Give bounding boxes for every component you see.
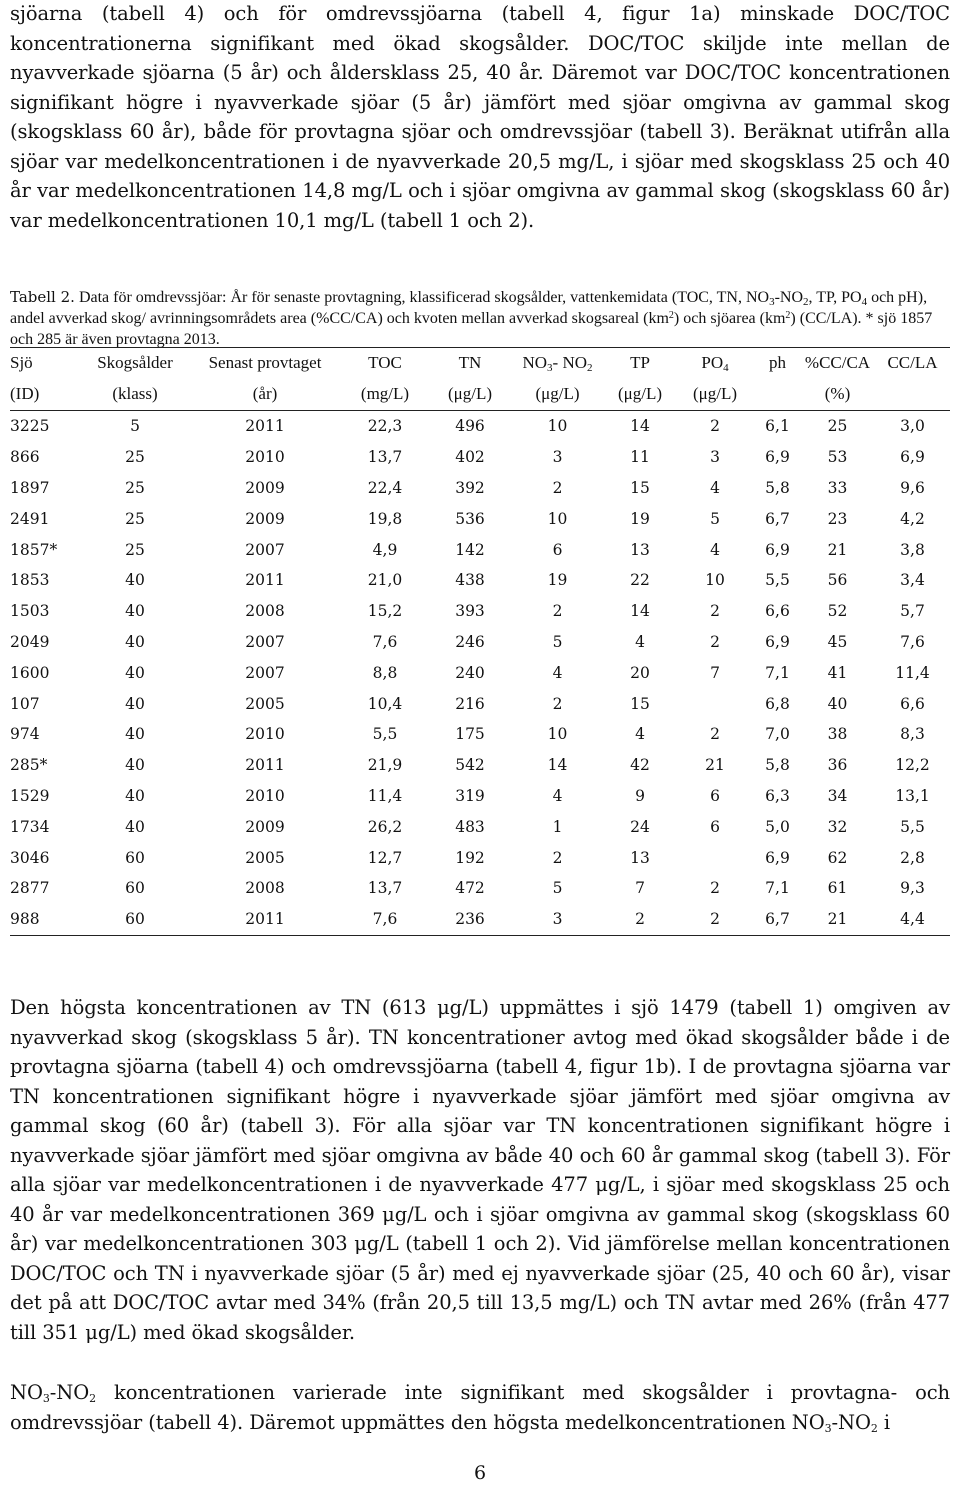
table-cell: 3,8 xyxy=(900,540,925,559)
table-cell: 33 xyxy=(827,478,848,497)
unit-tp: (μg/L) xyxy=(605,378,675,411)
col-header-tn: TN xyxy=(430,348,510,379)
table-cell: 21,9 xyxy=(367,756,403,775)
table-cell: 2011 xyxy=(245,417,285,436)
table-cell: 7,6 xyxy=(372,632,398,651)
table-row xyxy=(10,904,950,935)
caption-text-4: och pH), andel avverkad skog/ avrinningsområdets area (%CC/CA) och kvoten mellan avverkad skogsareal (km xyxy=(10,289,928,327)
table-cell: 9 xyxy=(635,786,645,805)
table-cell: 2 xyxy=(710,602,720,621)
table-cell: 9,3 xyxy=(900,879,925,898)
caption-text-3: , TP, PO xyxy=(808,289,862,306)
table-cell: 13,7 xyxy=(367,448,403,467)
table-cell: 12,2 xyxy=(895,756,930,775)
table-cell: 7 xyxy=(635,879,645,898)
caption-sub-2: 2 xyxy=(803,296,809,308)
table-cell: 988 xyxy=(10,904,80,935)
table-cell: 6 xyxy=(710,817,720,836)
table-cell: 1529 xyxy=(10,786,50,805)
col-header-skogsalder: Skogsålder xyxy=(80,348,190,379)
caption-text-1: Data för omdrevssjöar: År för senaste provtagning, klassificerad skogsålder, vattenkemidata (TOC, TN, NO xyxy=(74,289,770,306)
table-cell: 7 xyxy=(710,663,720,682)
table-cell: 40 xyxy=(125,602,145,621)
table-cell: 2010 xyxy=(245,448,285,467)
table-row xyxy=(10,473,950,504)
table-cell: 6,9 xyxy=(900,448,925,467)
data-table-container xyxy=(10,347,950,936)
table-cell: 142 xyxy=(455,540,485,559)
table-cell: 42 xyxy=(630,756,650,775)
table-cell: 22,4 xyxy=(367,478,403,497)
table-cell: 25 xyxy=(125,448,145,467)
table-cell: 5,5 xyxy=(372,725,398,744)
table-header-row xyxy=(10,348,950,379)
table-cell: 41 xyxy=(827,663,848,682)
table-cell: 20 xyxy=(630,663,650,682)
table-cell: 2009 xyxy=(245,478,285,497)
table-cell: 10 xyxy=(547,417,568,436)
table-cell: 13 xyxy=(630,848,650,867)
table-cell: 3046 xyxy=(10,848,50,867)
table-cell: 8,3 xyxy=(900,725,925,744)
table-cell: 2 xyxy=(552,694,563,713)
table-cell: 2 xyxy=(552,478,563,497)
table-cell: 3,0 xyxy=(900,417,925,436)
col-header-po4: $PO_4$ xyxy=(675,348,755,379)
table-cell: 19 xyxy=(630,509,650,528)
table-cell: 32 xyxy=(827,817,848,836)
table-cell: 13,7 xyxy=(367,879,403,898)
table-cell: 25 xyxy=(125,540,145,559)
table-cell: 483 xyxy=(455,817,485,836)
paragraph-no3-no2: $NO_3-NO_2$ koncentrationen varierade inte signifikant med skogsålder i provtagna- och omdrevssjöar (tabell 4). Däremot uppmättes den högsta medelkoncentrationen $NO_3-NO_2$ i xyxy=(10,1381,950,1435)
caption-text-2: -NO xyxy=(774,289,804,306)
table-cell: 25 xyxy=(125,478,145,497)
table-cell: 11 xyxy=(630,448,650,467)
table-row xyxy=(10,596,950,627)
table-cell: 2 xyxy=(605,904,675,935)
col-header-no3-no2: $NO_3-$ $NO_2$ xyxy=(510,348,605,379)
table-cell: 7,6 xyxy=(340,904,430,935)
table-cell: 3 xyxy=(552,448,563,467)
table-cell: 2 xyxy=(675,904,755,935)
table-cell xyxy=(675,842,755,873)
table-cell: 40 xyxy=(125,663,145,682)
table-cell: 1503 xyxy=(10,602,50,621)
table-cell: 2491 xyxy=(10,509,50,528)
table-cell: 13,1 xyxy=(895,786,930,805)
caption-label: Tabell 2. xyxy=(10,288,75,306)
table-cell: 5 xyxy=(710,509,720,528)
table-row xyxy=(10,688,950,719)
table-row xyxy=(10,750,950,781)
table-cell: 56 xyxy=(827,571,848,590)
table-cell: 3 xyxy=(710,448,720,467)
table-cell: 7,0 xyxy=(765,725,790,744)
table-cell: 7,1 xyxy=(765,879,790,898)
table-cell: 2011 xyxy=(245,571,285,590)
table-cell: 60 xyxy=(125,848,145,867)
table-cell: 285* xyxy=(10,756,48,775)
table-cell: 3225 xyxy=(10,417,50,436)
table-cell: 6,7 xyxy=(765,509,790,528)
table-cell: 2007 xyxy=(245,540,285,559)
table-cell: 2009 xyxy=(245,817,285,836)
unit-cc-ca: (%) xyxy=(800,378,875,411)
caption-sub-3: 3 xyxy=(769,296,775,308)
table-cell: 36 xyxy=(827,756,848,775)
table-cell: 19,8 xyxy=(367,509,403,528)
unit-ph xyxy=(755,378,800,411)
table-row xyxy=(10,565,950,596)
table-cell: 4 xyxy=(710,540,720,559)
unit-cc-la xyxy=(875,378,950,411)
table-cell: 13 xyxy=(630,540,650,559)
table-cell: 107 xyxy=(10,694,40,713)
table-cell: 10,4 xyxy=(367,694,403,713)
table-cell: 6,8 xyxy=(765,694,790,713)
table-cell: 5,0 xyxy=(765,817,790,836)
table-cell: 2 xyxy=(710,417,720,436)
table-cell: 4 xyxy=(635,632,645,651)
table-cell: 40 xyxy=(125,817,145,836)
table-cell: 21,0 xyxy=(367,571,403,590)
table-cell: 6,9 xyxy=(765,632,790,651)
table-row xyxy=(10,534,950,565)
table-cell: 6 xyxy=(552,540,563,559)
table-cell: 8,8 xyxy=(372,663,398,682)
col-header-cc-ca: %CC/CA xyxy=(800,348,875,379)
table-cell: 4 xyxy=(710,478,720,497)
table-cell: 5,7 xyxy=(900,602,925,621)
table-cell: 21 xyxy=(705,756,725,775)
table-cell: 216 xyxy=(455,694,485,713)
table-cell: 9,6 xyxy=(900,478,925,497)
table-cell: 2 xyxy=(552,602,563,621)
table-cell: 19 xyxy=(547,571,568,590)
table-cell: 438 xyxy=(455,571,485,590)
table-cell: 1857* xyxy=(10,540,58,559)
table-cell: 4,2 xyxy=(900,509,925,528)
table-cell: 52 xyxy=(827,602,848,621)
table-cell: 3 xyxy=(510,904,605,935)
table-cell: 2 xyxy=(710,725,720,744)
table-cell: 24 xyxy=(630,817,650,836)
table-cell: 472 xyxy=(455,879,485,898)
table-cell: 60 xyxy=(125,879,145,898)
table-cell: 62 xyxy=(827,848,848,867)
table-cell: 5 xyxy=(552,879,563,898)
table-cell: 6 xyxy=(710,786,720,805)
table-cell: 236 xyxy=(430,904,510,935)
table-cell: 4 xyxy=(552,663,563,682)
table-cell: 10 xyxy=(547,725,568,744)
table-cell: 246 xyxy=(455,632,485,651)
table-cell: 6,3 xyxy=(765,786,790,805)
table-row xyxy=(10,657,950,688)
table-cell: 4 xyxy=(635,725,645,744)
table-cell: 2009 xyxy=(245,509,285,528)
table-cell: 402 xyxy=(455,448,485,467)
table-cell: 542 xyxy=(455,756,485,775)
table-cell: 1897 xyxy=(10,478,50,497)
table-cell: 40 xyxy=(125,725,145,744)
table-cell: 40 xyxy=(125,786,145,805)
col-header-cc-la: CC/LA xyxy=(875,348,950,379)
table-row xyxy=(10,503,950,534)
paragraph-doc-toc: sjöarna (tabell 4) och för omdrevssjöarna (tabell 4, figur 1a) minskade DOC/TOC koncentrationerna signifikant med ökad skogsålder. DOC/TOC skiljde inte mellan de nyavverkade sjöarna (5 år) och åldersklass 25, 40 år. Däremot var DOC/TOC koncentrationen signifikant högre i nyavverkade sjöar (5 år) jämfört med sjöar omgivna av gammal skog (skogsklass 60 år), både för provtagna sjöar och omdrevssjöar (tabell 3). Beräknat utifrån alla sjöar var medelkoncentrationen i de nyavverkade 20,5 mg/L, i sjöar med skogsklass 25 och 40 år var medelkoncentrationen 14,8 mg/L och i sjöar omgivna av gammal skog (skogsklass 60 år) var medelkoncentrationen 10,1 mg/L (tabell 1 och 2). xyxy=(10,2,950,232)
table-cell: 10 xyxy=(547,509,568,528)
table-cell: 1734 xyxy=(10,817,50,836)
table-cell: 5,5 xyxy=(900,817,925,836)
table-cell: 38 xyxy=(827,725,848,744)
table-cell: 25 xyxy=(827,417,848,436)
table-cell: 866 xyxy=(10,448,40,467)
table-cell: 319 xyxy=(455,786,485,805)
table-cell: 21 xyxy=(800,904,875,935)
table-cell: 2,8 xyxy=(900,848,925,867)
unit-klass: (klass) xyxy=(80,378,190,411)
table-cell: 2007 xyxy=(245,663,285,682)
table-cell: 5,8 xyxy=(765,756,790,775)
table-cell: 7,6 xyxy=(900,632,925,651)
table-cell: 2877 xyxy=(10,879,50,898)
table-row xyxy=(10,811,950,842)
table-caption xyxy=(10,287,950,350)
table-cell: 6,9 xyxy=(765,540,790,559)
table-cell: 2011 xyxy=(190,904,340,935)
table-cell: 15 xyxy=(630,478,650,497)
table-cell: 40 xyxy=(827,694,848,713)
table-cell: 11,4 xyxy=(367,786,403,805)
unit-tn: (μg/L) xyxy=(430,378,510,411)
table-row xyxy=(10,411,950,442)
table-cell: 2 xyxy=(710,632,720,651)
col-header-senast: Senast provtaget xyxy=(190,348,340,379)
table-cell: 40 xyxy=(125,632,145,651)
table-cell: 1853 xyxy=(10,571,50,590)
table-cell: 34 xyxy=(827,786,848,805)
table-cell: 15 xyxy=(630,694,650,713)
table-cell: 6,6 xyxy=(900,694,925,713)
table-cell: 60 xyxy=(80,904,190,935)
unit-po: (μg/L) xyxy=(675,378,755,411)
table-cell: 2007 xyxy=(245,632,285,651)
table-cell: 6,9 xyxy=(765,448,790,467)
table-cell: 10 xyxy=(705,571,725,590)
table-body xyxy=(10,411,950,936)
table-cell: 53 xyxy=(827,448,848,467)
caption-sup-2a: 2 xyxy=(668,310,674,321)
table-cell: 2049 xyxy=(10,632,50,651)
col-header-ph: ph xyxy=(755,348,800,379)
table-cell: 26,2 xyxy=(367,817,403,836)
table-cell: 536 xyxy=(455,509,485,528)
caption-sub-4: 4 xyxy=(861,296,868,308)
table-row xyxy=(10,873,950,904)
table-row xyxy=(10,842,950,873)
table-cell: 22 xyxy=(630,571,650,590)
table-cell: 11,4 xyxy=(895,663,930,682)
table-cell: 192 xyxy=(455,848,485,867)
table-row xyxy=(10,719,950,750)
unit-id: (ID) xyxy=(10,378,80,411)
table-cell: 496 xyxy=(455,417,485,436)
table-cell: 6,1 xyxy=(765,417,790,436)
table-cell: 5 xyxy=(130,417,140,436)
caption-text-6: ) (CC/LA). * sjö 1857 och 285 är även provtagna 2013. xyxy=(10,310,933,348)
table-unit-row xyxy=(10,378,950,411)
table-cell: 393 xyxy=(455,602,485,621)
table-cell: 6,6 xyxy=(765,602,790,621)
col-header-sjo: Sjö xyxy=(10,348,80,379)
table-cell: 40 xyxy=(125,694,145,713)
table-cell: 6,7 xyxy=(755,904,800,935)
unit-no: (μg/L) xyxy=(510,378,605,411)
table-cell: 2 xyxy=(710,879,720,898)
table-cell: 2008 xyxy=(245,602,285,621)
table-cell: 2010 xyxy=(245,725,285,744)
table-row xyxy=(10,781,950,812)
col-header-tp: TP xyxy=(605,348,675,379)
table-cell: 2008 xyxy=(245,879,285,898)
table-cell: 5 xyxy=(552,632,563,651)
page-number: 6 xyxy=(473,1462,487,1484)
table-cell: 15,2 xyxy=(367,602,403,621)
table-cell: 2005 xyxy=(245,848,285,867)
table-cell: 2 xyxy=(552,848,563,867)
table-cell: 12,7 xyxy=(367,848,403,867)
table-cell: 40 xyxy=(125,571,145,590)
table-cell: 22,3 xyxy=(367,417,403,436)
table-cell: 1600 xyxy=(10,663,50,682)
table-cell: 3,4 xyxy=(900,571,925,590)
table-cell xyxy=(675,688,755,719)
table-cell: 1 xyxy=(552,817,563,836)
col-header-toc: TOC xyxy=(340,348,430,379)
table-cell: 4 xyxy=(552,786,563,805)
table-cell: 40 xyxy=(125,756,145,775)
paragraph-tn: Den högsta koncentrationen av TN (613 μg/L) uppmättes i sjö 1479 (tabell 1) omgiven av nyavverkad skog (skogsklass 5 år). TN koncentrationer avtog med ökad skogsålder både i de provtagna sjöarna (tabell 4) och omdrevssjöarna (tabell 4, figur 1b). I de provtagna sjöarna var TN koncentrationen signifikant högre i nyavverkade sjöar jämfört med sjöar omgivna av gammal skog (60 år) (tabell 3). För alla sjöar var TN koncentrationen signifikant högre i nyavverkade sjöar jämfört med sjöar omgivna av både 40 och 60 år gammal skog (tabell 3). För alla sjöar var medelkoncentrationen i de nyavverkade 477 μg/L, i sjöar med skogsklass 25 och 40 år var medelkoncentrationen 369 μg/L och i sjöar omgivna av gammal skog (skogsklass 60 år) var medelkoncentrationen 303 μg/L (tabell 1 och 2). Vid jämförelse mellan koncentrationen DOC/TOC och TN i nyavverkade sjöar (5 år) med ej nyavverkade sjöar (25, 40 och 60 år), visar det på att DOC/TOC avtar med 34% (från 20,5 till 13,5 mg/L) och TN avtar med 26% (från 477 till 351 μg/L) med ökad skogsålder. xyxy=(10,996,950,1344)
table-cell: 14 xyxy=(630,417,650,436)
table-cell: 21 xyxy=(827,540,848,559)
caption-text-5: ) och sjöarea (km xyxy=(673,310,786,327)
table-cell: 2011 xyxy=(245,756,285,775)
table-cell: 5,8 xyxy=(765,478,790,497)
table-cell: 23 xyxy=(827,509,848,528)
lake-data-table xyxy=(10,347,950,936)
table-cell: 974 xyxy=(10,725,40,744)
table-row xyxy=(10,442,950,473)
table-cell: 5,5 xyxy=(765,571,790,590)
table-cell: 25 xyxy=(125,509,145,528)
unit-ar: (år) xyxy=(190,378,340,411)
table-cell: 175 xyxy=(455,725,485,744)
table-cell: 392 xyxy=(455,478,485,497)
table-row xyxy=(10,627,950,658)
table-cell: 4,9 xyxy=(372,540,398,559)
table-cell: 45 xyxy=(827,632,848,651)
table-cell: 2005 xyxy=(245,694,285,713)
table-cell: 240 xyxy=(455,663,485,682)
table-cell: 14 xyxy=(547,756,568,775)
table-cell: 61 xyxy=(827,879,848,898)
table-cell: 7,1 xyxy=(765,663,790,682)
unit-toc: (mg/L) xyxy=(340,378,430,411)
table-cell: 4,4 xyxy=(875,904,950,935)
table-cell: 6,9 xyxy=(765,848,790,867)
table-cell: 2010 xyxy=(245,786,285,805)
table-cell: 14 xyxy=(630,602,650,621)
caption-sup-2b: 2 xyxy=(785,310,791,321)
